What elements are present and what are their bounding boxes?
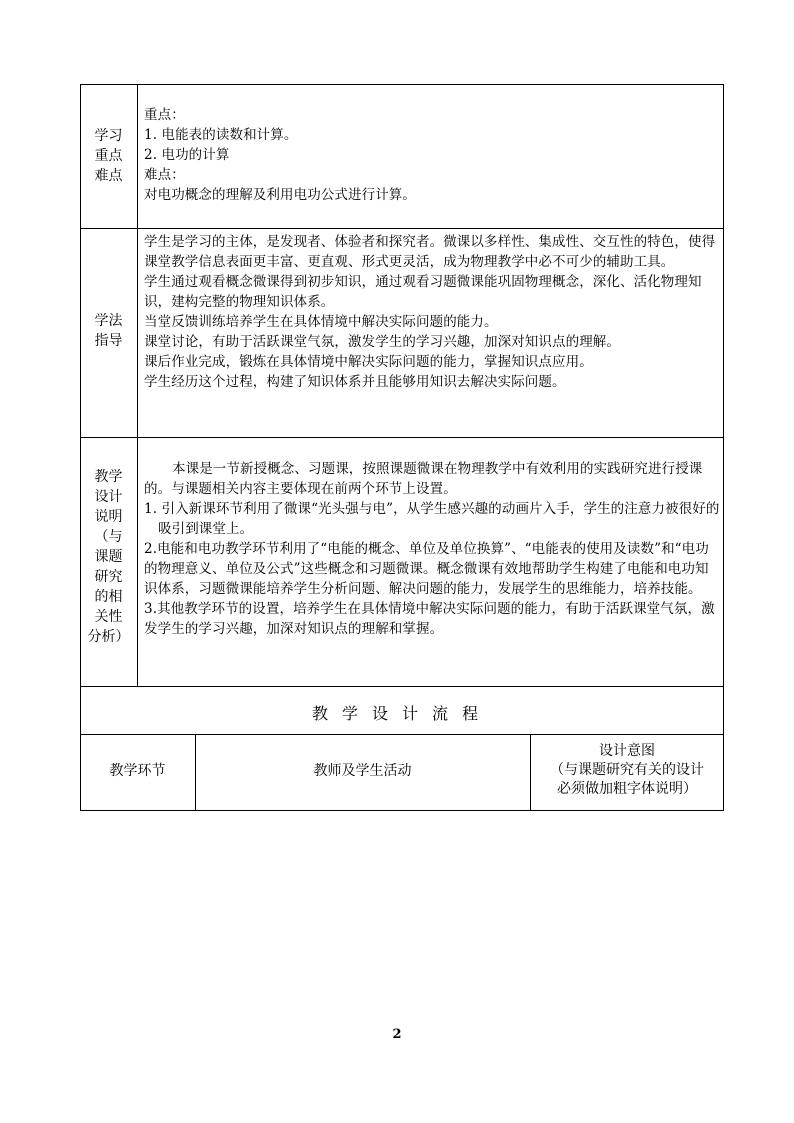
flow-title: 教学设计流程 [311, 704, 492, 723]
methods-content: 学生是学习的主体，是发现者、体验者和探究者。微课以多样性、集成性、交互性的特色，使得课堂教学信息表面更丰富、更直观、形式更灵活，成为物理教学中必不可少的辅助工具。 学生通过观看概念微课得到初步知识，通过观看习题微课能巩固物理概念，深化、活化物理知识，建构完整的物理知识体系。 当堂反馈训练培养学生在具体情境中解决实际问题的能力。 课堂讨论，有助于活跃课堂气氛，激发学生的学习兴趣，加深对知识点的理解。 课后作业完成，锻炼在具体情境中解决实际问题的能力，掌握知识点应用。 学生经历这个过程，构建了知识体系并且能够用知识去解决实际问题。 [144, 234, 716, 390]
page-number: 2 [392, 1027, 402, 1042]
table-divider [80, 437, 724, 438]
row-label-design: 教学 设计 说明 （与 课题 研究 的相 关性 分析） [87, 469, 130, 645]
row-label-methods: 学法 指导 [94, 313, 123, 349]
design-content: 本课是一节新授概念、习题课，按照课题微课在物理教学中有效利用的实践研究进行授课的。与课题相关内容主要体现在前两个环节上设置。 1. 引入新课环节利用了微课“光头强与电”，从学生感兴趣的动画片入手，学生的注意力被很好的吸引到课堂上。 2.电能和电功教学环节利用了“电能的概念、单位及单位换算”、“电能表的使用及读数”和“电功的物理意义、单位及公式”这些概念和习题微课。概念微课有效地帮助学生构建了电能和电功知识体系，习题微课能培养学生分析问题、解决问题的能力，发展学生的思维能力，培养技能。 3.其他教学环节的设置，培养学生在具体情境中解决实际问题的能力，有助于活跃课堂气氛，激发学生的学习兴趣，加深对知识点的理解和掌握。 [144, 461, 720, 637]
header-teaching-stage: 教学环节 [109, 763, 166, 779]
table-divider [80, 228, 724, 229]
table-divider [137, 84, 138, 687]
header-design-intent: 设计意图 （与课题研究有关的设计 必须做加粗字体说明） [550, 743, 704, 797]
header-activities: 教师及学生活动 [313, 763, 412, 779]
row-label-key-points: 学习 重点 难点 [94, 128, 123, 184]
key-points-content: 重点： 1. 电能表的读数和计算。 2. 电功的计算 难点： 对电功概念的理解及利用电功公式进行计算。 [144, 107, 416, 203]
